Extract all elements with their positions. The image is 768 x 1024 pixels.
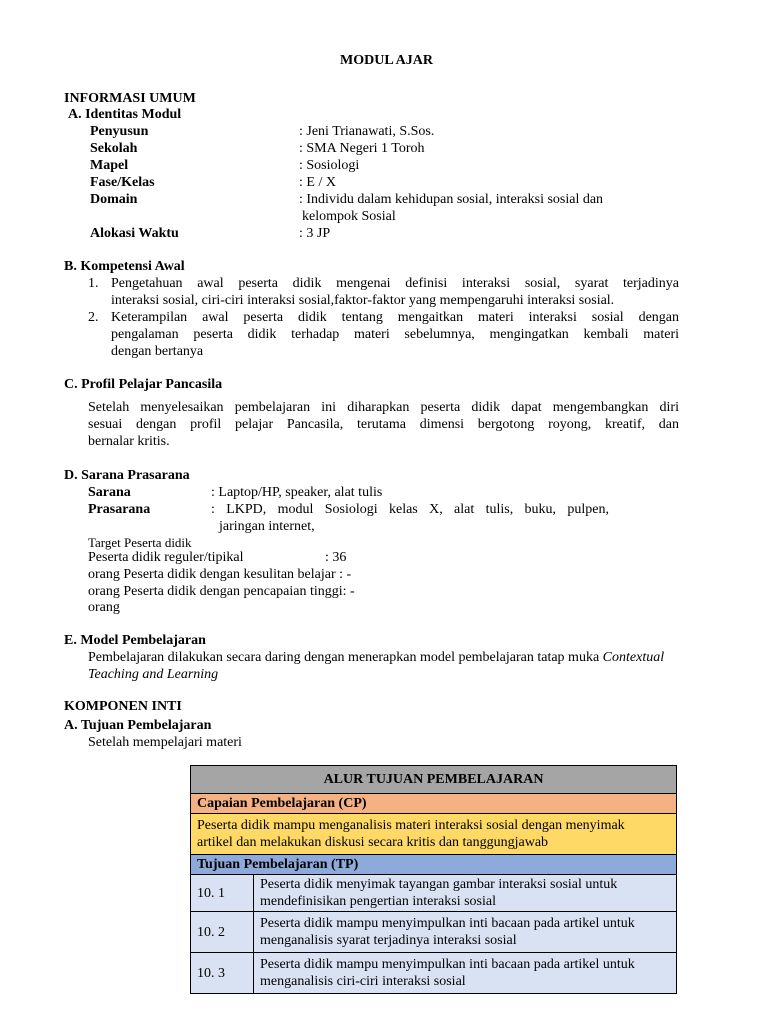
list-number: 1. [88,276,99,291]
kompetensi-line: Keterampilan awal peserta didik tentang mengaitkan materi interaksi sosial dengan [111,310,679,325]
identitas-value-continued: kelompok Sosial [302,209,396,224]
kompetensi-awal-label: B. Kompetensi Awal [64,259,185,274]
identitas-value: : Sosiologi [299,158,360,173]
section-heading-informasi-umum: INFORMASI UMUM [64,91,196,106]
tp-text-line: Peserta didik mampu menyimpulkan inti bacaan pada artikel untuk [260,957,635,972]
kompetensi-line: dengan bertanya [111,344,204,359]
identitas-key: Fase/Kelas [90,175,155,190]
tp-text-line: menganalisis ciri-ciri interaksi sosial [260,974,466,989]
section-heading-komponen-inti: KOMPONEN INTI [64,699,182,714]
identitas-key: Domain [90,192,138,207]
profil-line: Setelah menyelesaikan pembelajaran ini diharapkan peserta didik dapat mengembangkan diri [88,400,679,415]
kesulitan-line: orang Peserta didik dengan kesulitan belajar : - [88,567,352,582]
sarana-value: : Laptop/HP, speaker, alat tulis [211,485,383,500]
tp-number: 10. 2 [191,912,254,953]
tujuan-pembelajaran-label: A. Tujuan Pembelajaran [64,718,212,733]
prasarana-value-continued: jaringan internet, [219,519,315,534]
tp-text-line: Peserta didik menyimak tayangan gambar interaksi sosial untuk [260,877,618,892]
prasarana-value: : LKPD, modul Sosiologi kelas X, alat tulis, buku, pulpen, [211,502,609,517]
cp-text-line: artikel dan melakukan diskusi secara kritis dan tanggungjawab [197,835,549,850]
pencapaian-line: orang Peserta didik dengan pencapaian tinggi: - [88,584,355,599]
sarana-prasarana-label: D. Sarana Prasarana [64,468,190,483]
cp-header: Capaian Pembelajaran (CP) [191,794,677,814]
identitas-modul-label: A. Identitas Modul [68,107,182,122]
profil-line: sesuai dengan profil pelajar Pancasila, terutama dimensi bergotong royong, kreatif, dan [88,417,679,432]
model-pembelajaran-label: E. Model Pembelajaran [64,633,206,648]
tp-number: 10. 3 [191,953,254,994]
identitas-key: Alokasi Waktu [90,226,179,241]
sarana-key: Sarana [88,485,131,500]
cp-text-line: Peserta didik mampu menganalisis materi interaksi sosial dengan menyimak [197,818,625,833]
prasarana-key: Prasarana [88,502,151,517]
identitas-value: : 3 JP [299,226,331,241]
cp-text [191,814,677,855]
identitas-key: Penyusun [90,124,149,139]
identitas-value: : SMA Negeri 1 Toroh [299,141,425,156]
table-row [191,912,677,953]
tp-number: 10. 1 [191,875,254,912]
profil-line: bernalar kritis. [88,434,170,449]
model-line-italic: Teaching and Learning [88,667,219,682]
kompetensi-line: interaksi sosial, ciri-ciri interaksi sosial,faktor-faktor yang mempengaruhi interaksi sosial. [111,293,615,308]
kompetensi-line: Pengetahuan awal peserta didik mengenai definisi interaksi sosial, syarat terjadinya [111,276,679,291]
tp-text [254,875,677,912]
table-row [191,875,677,912]
tp-header: Tujuan Pembelajaran (TP) [191,855,677,875]
reguler-key: Peserta didik reguler/tipikal [88,550,244,565]
tp-text [254,912,677,953]
identitas-value: : E / X [299,175,336,190]
orang-line: orang [88,600,120,615]
kompetensi-line: pengalaman peserta didik terhadap materi sebelumnya, mengingatkan kembali materi [111,327,679,342]
identitas-key: Sekolah [90,141,138,156]
alur-tujuan-table [190,765,677,994]
model-line [88,649,664,666]
reguler-value: : 36 [325,550,347,565]
target-peserta-label: Target Peserta didik [88,535,192,550]
tp-text-line: menganalisis syarat terjadinya interaksi sosial [260,933,517,948]
profil-pelajar-label: C. Profil Pelajar Pancasila [64,377,223,392]
tp-text-line: mendefinisikan pengertian interaksi sosial [260,894,496,909]
table-row [191,953,677,994]
identitas-value: : Jeni Trianawati, S.Sos. [299,124,435,139]
table-title: ALUR TUJUAN PEMBELAJARAN [191,766,677,794]
identitas-value: : Individu dalam kehidupan sosial, interaksi sosial dan [299,192,604,207]
model-text: Pembelajaran dilakukan secara daring dengan menerapkan model pembelajaran tatap muka [88,650,600,665]
tp-text [254,953,677,994]
tujuan-pembelajaran-text: Setelah mempelajari materi [88,735,242,750]
model-text-italic: Contextual [602,650,665,665]
identitas-key: Mapel [90,158,129,173]
list-number: 2. [88,310,99,325]
tp-text-line: Peserta didik mampu menyimpulkan inti bacaan pada artikel untuk [260,916,635,931]
document-title: MODUL AJAR [340,53,433,68]
